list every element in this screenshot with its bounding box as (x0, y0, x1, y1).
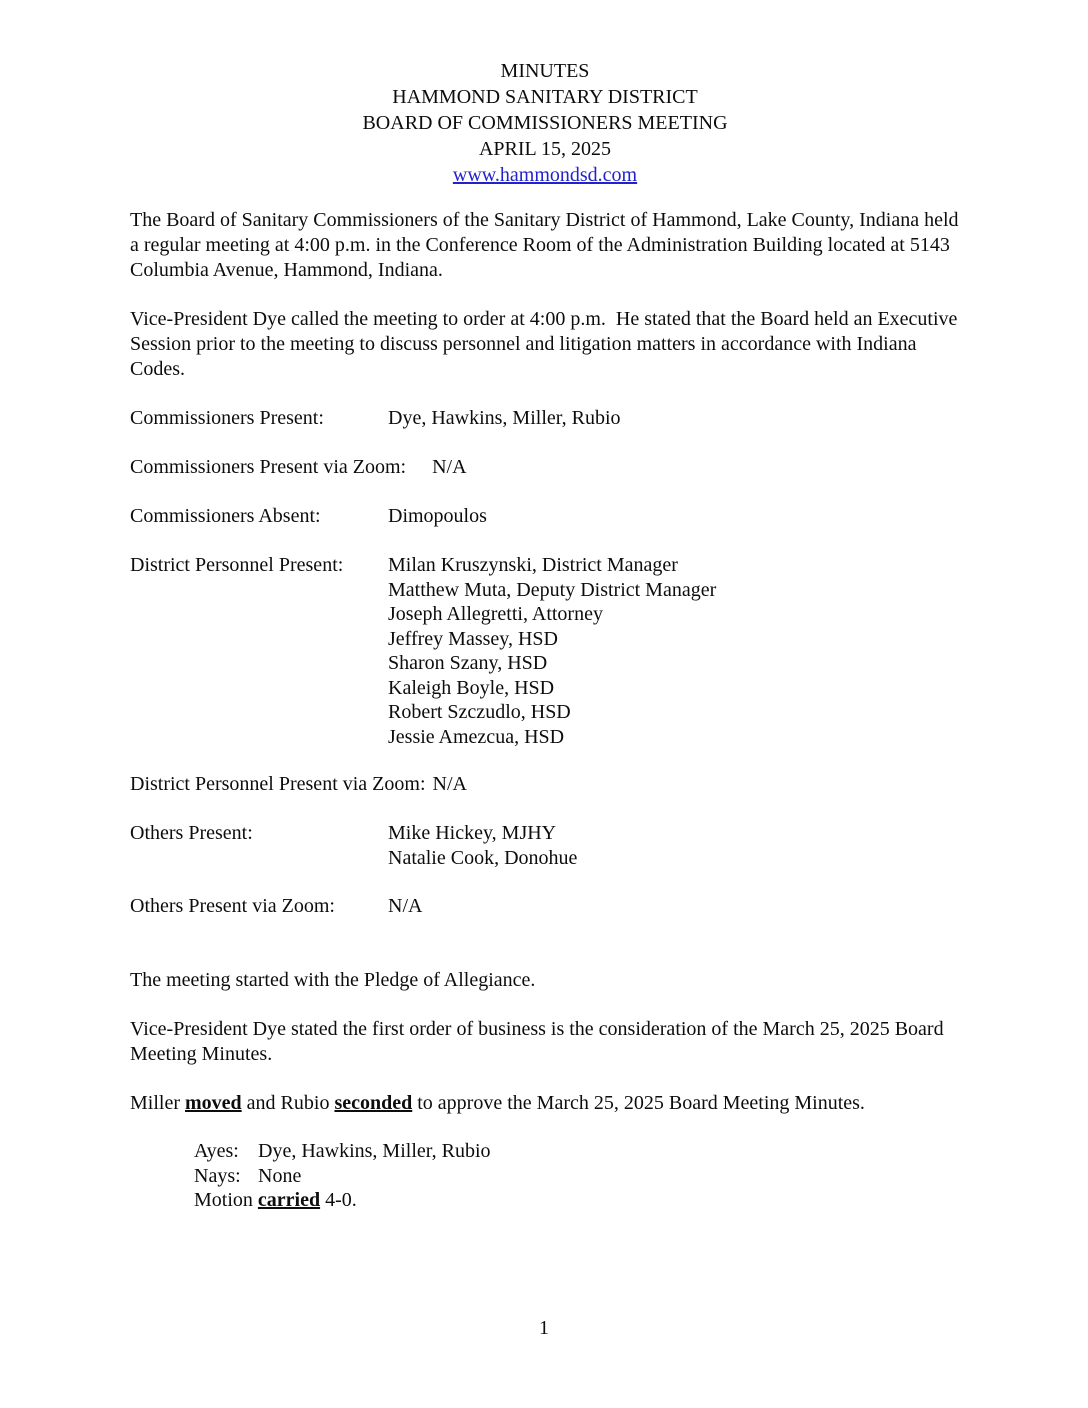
others-present-list (388, 821, 577, 870)
commissioners-present-value: Dye, Hawkins, Miller, Rubio (388, 407, 621, 429)
header-website-line (130, 162, 960, 188)
list-item: Jessie Amezcua, HSD (388, 725, 565, 748)
pledge-paragraph: The meeting started with the Pledge of Allegiance. (130, 969, 536, 991)
commissioners-zoom-value: N/A (432, 456, 467, 478)
others-zoom-value: N/A (388, 895, 423, 917)
others-zoom-label: Others Present via Zoom: (130, 895, 335, 917)
district-personnel-row (130, 553, 960, 749)
carried-emphasis: carried (257, 1189, 321, 1211)
header-meeting-type: BOARD OF COMMISSIONERS MEETING (362, 112, 728, 134)
header-title: MINUTES (500, 60, 590, 82)
ayes-label: Ayes: (194, 1140, 239, 1162)
commissioners-zoom-label: Commissioners Present via Zoom: (130, 456, 407, 478)
district-personnel-label: District Personnel Present: (130, 554, 344, 576)
list-item: Sharon Szany, HSD (388, 652, 548, 674)
district-personnel-zoom-value: N/A (432, 773, 467, 795)
list-item: Matthew Muta, Deputy District Manager (388, 578, 717, 601)
motion-result-text: Motion (194, 1189, 258, 1211)
motion-text: and Rubio (241, 1092, 335, 1114)
seconded-emphasis: seconded (334, 1092, 413, 1114)
district-personnel-list (388, 553, 716, 749)
first-order-paragraph: Vice-President Dye stated the first order of business is the consideration of the March 25, 2025 Board Meeting Minutes. (130, 1018, 949, 1065)
ayes-row (194, 1139, 960, 1164)
commissioners-absent-row (130, 504, 960, 529)
motion-text: to approve the March 25, 2025 Board Meeting Minutes. (412, 1092, 865, 1114)
commissioners-zoom-row (130, 455, 960, 480)
others-present-row (130, 821, 960, 870)
others-zoom-row (130, 894, 960, 919)
commissioners-absent-value: Dimopoulos (388, 505, 487, 527)
list-item: Kaleigh Boyle, HSD (388, 676, 555, 699)
document-header (130, 58, 960, 188)
list-item: Robert Szczudlo, HSD (388, 701, 571, 723)
commissioners-absent-label: Commissioners Absent: (130, 505, 321, 527)
website-link[interactable]: www.hammondsd.com (452, 164, 638, 186)
commissioners-present-label: Commissioners Present: (130, 407, 324, 429)
motion-text: Miller (130, 1092, 185, 1114)
header-date: APRIL 15, 2025 (478, 138, 612, 160)
vote-block (130, 1139, 960, 1213)
ayes-value: Dye, Hawkins, Miller, Rubio (258, 1140, 491, 1162)
header-organization: HAMMOND SANITARY DISTRICT (392, 86, 698, 108)
list-item: Mike Hickey, MJHY (388, 822, 557, 844)
list-item: Natalie Cook, Donohue (388, 846, 578, 869)
district-personnel-zoom-row (130, 772, 960, 797)
motion-result-text: 4-0. (320, 1189, 357, 1211)
nays-label: Nays: (194, 1164, 241, 1187)
nays-value: None (258, 1164, 302, 1187)
list-item: Milan Kruszynski, District Manager (388, 554, 678, 576)
intro-paragraph: The Board of Sanitary Commissioners of the Sanitary District of Hammond, Lake County, Indiana held a regular meeting at 4:00 p.m. in the Conference Room of the Administration Building located at 5143 Columbia Avenue, Hammond, Indiana. (130, 209, 964, 281)
motion-sentence (130, 1091, 960, 1116)
page-number: 1 (539, 1317, 549, 1339)
commissioners-present-row (130, 406, 960, 431)
motion-result-row (194, 1188, 960, 1213)
district-personnel-zoom-label: District Personnel Present via Zoom: (130, 773, 426, 795)
list-item: Joseph Allegretti, Attorney (388, 603, 603, 625)
nays-row (194, 1164, 960, 1189)
moved-emphasis: moved (185, 1092, 242, 1114)
list-item: Jeffrey Massey, HSD (388, 627, 558, 650)
call-to-order-paragraph: Vice-President Dye called the meeting to order at 4:00 p.m. He stated that the Board held an Executive Session prior to the meeting to discuss personnel and litigation matters in accordance with Indiana Codes. (130, 308, 963, 380)
others-present-label: Others Present: (130, 822, 253, 844)
